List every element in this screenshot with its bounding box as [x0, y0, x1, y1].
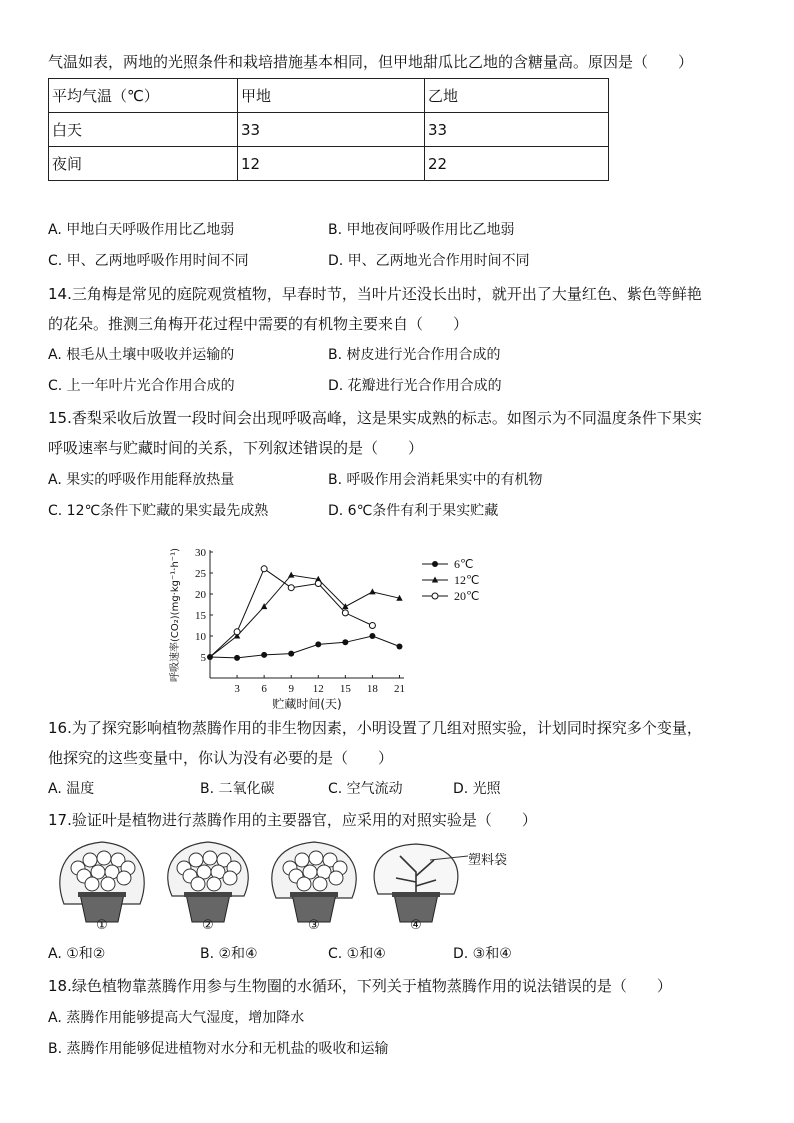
q15-option-c[interactable]: C. 12℃条件下贮藏的果实最先成熟 [48, 503, 269, 519]
y-axis-label: 呼吸速率(CO₂)(mg·kg⁻¹·h⁻¹) [170, 548, 181, 682]
q17-option-b[interactable]: B. ②和④ [200, 946, 258, 962]
plastic-bag-label: 塑料袋 [468, 853, 508, 868]
x-tick-label: 9 [288, 683, 294, 695]
series-line-0 [210, 636, 399, 658]
q16-option-a[interactable]: A. 温度 [48, 781, 95, 797]
table-row [49, 147, 609, 181]
table-cell: 白天 [49, 113, 238, 147]
q15-option-b[interactable]: B. 呼吸作用会消耗果实中的有机物 [328, 472, 543, 488]
data-point-0 [234, 655, 240, 661]
y-tick-label: 30 [195, 547, 206, 559]
x-tick-label: 21 [393, 683, 405, 695]
q15-option-a[interactable]: A. 果实的呼吸作用能释放热量 [48, 472, 235, 488]
figure-label-2: ② [202, 918, 214, 933]
table-header: 甲地 [238, 79, 425, 113]
q17-stem: 17.验证叶是植物进行蒸腾作用的主要器官，应采用的对照实验是（ ） [48, 811, 537, 829]
table-cell: 22 [425, 147, 609, 181]
q14-stem-line2: 的花朵。推测三角梅开花过程中需要的有机物主要来自（ ） [48, 315, 469, 333]
data-point-0 [315, 641, 321, 647]
data-point-1 [369, 588, 375, 594]
respiration-rate-chart [160, 540, 500, 715]
x-axis-label: 贮藏时间(天) [272, 697, 342, 711]
q14-stem-line1: 14.三角梅是常见的庭院观赏植物，早春时节，当叶片还没长出时，就开出了大量红色、紫色等鲜艳 [48, 285, 702, 303]
table-header-row [49, 79, 609, 113]
data-point-0 [261, 652, 267, 658]
x-tick-label: 6 [261, 683, 267, 695]
data-point-0 [396, 644, 402, 650]
q14-option-a[interactable]: A. 根毛从土壤中吸收并运输的 [48, 347, 235, 363]
data-point-2 [261, 566, 267, 572]
q17-option-d[interactable]: D. ③和④ [453, 946, 512, 962]
q17-option-a[interactable]: A. ①和② [48, 946, 106, 962]
figure-label-1: ① [96, 918, 108, 933]
q15-stem-line2: 呼吸速率与贮藏时间的关系，下列叙述错误的是（ ） [48, 439, 424, 457]
figure-label-3: ③ [308, 918, 320, 933]
data-point-2 [342, 610, 348, 616]
data-point-2 [315, 581, 321, 587]
q16-stem-line1: 16.为了探究影响植物蒸腾作用的非生物因素，小明设置了几组对照实验，计划同时探究多个变量， [48, 719, 702, 737]
q13-option-a[interactable]: A. 甲地白天呼吸作用比乙地弱 [48, 222, 235, 238]
y-tick-label: 25 [195, 568, 206, 580]
data-point-0 [342, 639, 348, 645]
q18-stem: 18.绿色植物靠蒸腾作用参与生物圈的水循环，下列关于植物蒸腾作用的说法错误的是（ ） [48, 977, 672, 995]
y-tick-label: 10 [195, 631, 206, 643]
x-tick-label: 12 [312, 683, 324, 695]
series-line-1 [210, 575, 399, 657]
potted-plant-bagged-leaves-icon [158, 838, 258, 924]
table-row [49, 113, 609, 147]
temperature-table [48, 78, 609, 181]
table-header: 平均气温（℃） [49, 79, 238, 113]
q14-option-d[interactable]: D. 花瓣进行光合作用合成的 [328, 378, 502, 394]
x-tick-label: 15 [339, 683, 351, 695]
data-point-origin [207, 654, 213, 660]
legend-label: 20℃ [454, 589, 480, 603]
q15-option-d[interactable]: D. 6℃条件有利于果实贮藏 [328, 503, 499, 519]
q18-option-a[interactable]: A. 蒸腾作用能够提高大气湿度，增加降水 [48, 1010, 305, 1026]
table-header: 乙地 [425, 79, 609, 113]
legend-label: 6℃ [454, 557, 474, 571]
potted-plant-bagged-whole-icon [52, 838, 152, 924]
table-cell: 33 [425, 113, 609, 147]
q16-option-b[interactable]: B. 二氧化碳 [200, 781, 275, 797]
bag-leader-line [430, 850, 470, 862]
q13-option-c[interactable]: C. 甲、乙两地呼吸作用时间不同 [48, 253, 249, 269]
data-point-2 [288, 585, 294, 591]
y-tick-label: 5 [200, 652, 206, 664]
data-point-2 [369, 623, 375, 629]
figure-label-4: ④ [410, 918, 422, 933]
table-cell: 夜间 [49, 147, 238, 181]
table-cell: 12 [238, 147, 425, 181]
x-tick-label: 18 [366, 683, 378, 695]
q13-option-b[interactable]: B. 甲地夜间呼吸作用比乙地弱 [328, 222, 515, 238]
q14-option-c[interactable]: C. 上一年叶片光合作用合成的 [48, 378, 235, 394]
q17-option-c[interactable]: C. ①和④ [328, 946, 386, 962]
data-point-0 [369, 633, 375, 639]
legend-label: 12℃ [454, 573, 480, 587]
q16-option-d[interactable]: D. 光照 [453, 781, 501, 797]
q13-stem: 气温如表，两地的光照条件和栽培措施基本相同，但甲地甜瓜比乙地的含糖量高。原因是（ ） [48, 53, 694, 71]
q16-stem-line2: 他探究的这些变量中，你认为没有必要的是（ ） [48, 749, 394, 767]
legend-marker [432, 593, 438, 599]
table-cell: 33 [238, 113, 425, 147]
data-point-2 [234, 629, 240, 635]
q13-option-d[interactable]: D. 甲、乙两地光合作用时间不同 [328, 253, 530, 269]
q15-stem-line1: 15.香梨采收后放置一段时间会出现呼吸高峰，这是果实成熟的标志。如图示为不同温度条件下果实 [48, 409, 702, 427]
potted-plant-bagged-variant-icon [264, 838, 364, 924]
y-tick-label: 20 [195, 589, 206, 601]
data-point-1 [288, 572, 294, 578]
q14-option-b[interactable]: B. 树皮进行光合作用合成的 [328, 347, 501, 363]
legend-marker [432, 561, 438, 567]
data-point-0 [288, 651, 294, 657]
x-tick-label: 3 [234, 683, 240, 695]
q18-option-b[interactable]: B. 蒸腾作用能够促进植物对水分和无机盐的吸收和运输 [48, 1041, 389, 1057]
y-tick-label: 15 [195, 610, 206, 622]
q16-option-c[interactable]: C. 空气流动 [328, 781, 403, 797]
